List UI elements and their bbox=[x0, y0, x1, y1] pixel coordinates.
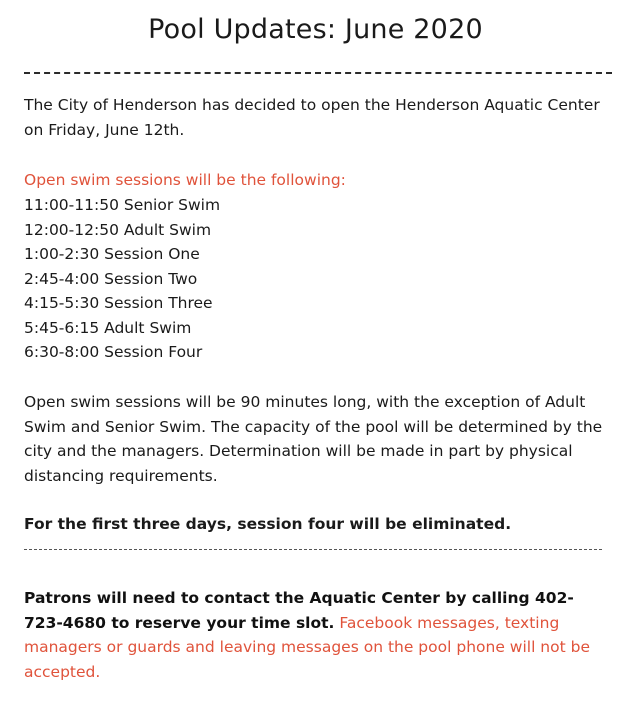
details-paragraph: Open swim sessions will be 90 minutes long, with the exception of Adult Swim and Senior Swim. The capacity of the pool will be determined by the city and the managers. Determination will be made in part by physical distancing requirements. bbox=[24, 393, 603, 485]
page-title: Pool Updates: June 2020 bbox=[148, 14, 483, 45]
notice-text: For the first three days, session four will be eliminated. bbox=[24, 515, 512, 533]
schedule-item: 11:00-11:50 Senior Swim bbox=[24, 196, 221, 214]
schedule-item: 2:45-4:00 Session Two bbox=[24, 269, 198, 288]
contact-warning: Facebook messages, texting managers or guards and leaving messages on the pool phone will not be accepted. bbox=[24, 613, 590, 681]
schedule-item: 1:00-2:30 Session One bbox=[24, 245, 200, 263]
schedule-item: 6:30-8:00 Session Four bbox=[24, 343, 203, 361]
contact-instructions: Patrons will need to contact the Aquatic Center by calling 402-723-4680 to reserve your time slot. bbox=[24, 589, 574, 632]
schedule-item: 12:00-12:50 Adult Swim bbox=[24, 220, 212, 239]
intro-paragraph: The City of Henderson has decided to open the Henderson Aquatic Center on Friday, June 12th. bbox=[24, 96, 600, 139]
schedule-item: 4:15-5:30 Session Three bbox=[24, 294, 213, 312]
contact-paragraph bbox=[24, 586, 612, 684]
section-divider-top bbox=[24, 72, 612, 74]
section-divider-bottom bbox=[24, 549, 602, 550]
schedule-item: 5:45-6:15 Adult Swim bbox=[24, 318, 192, 337]
session-schedule-list bbox=[24, 193, 220, 365]
sessions-heading: Open swim sessions will be the following: bbox=[24, 171, 346, 189]
